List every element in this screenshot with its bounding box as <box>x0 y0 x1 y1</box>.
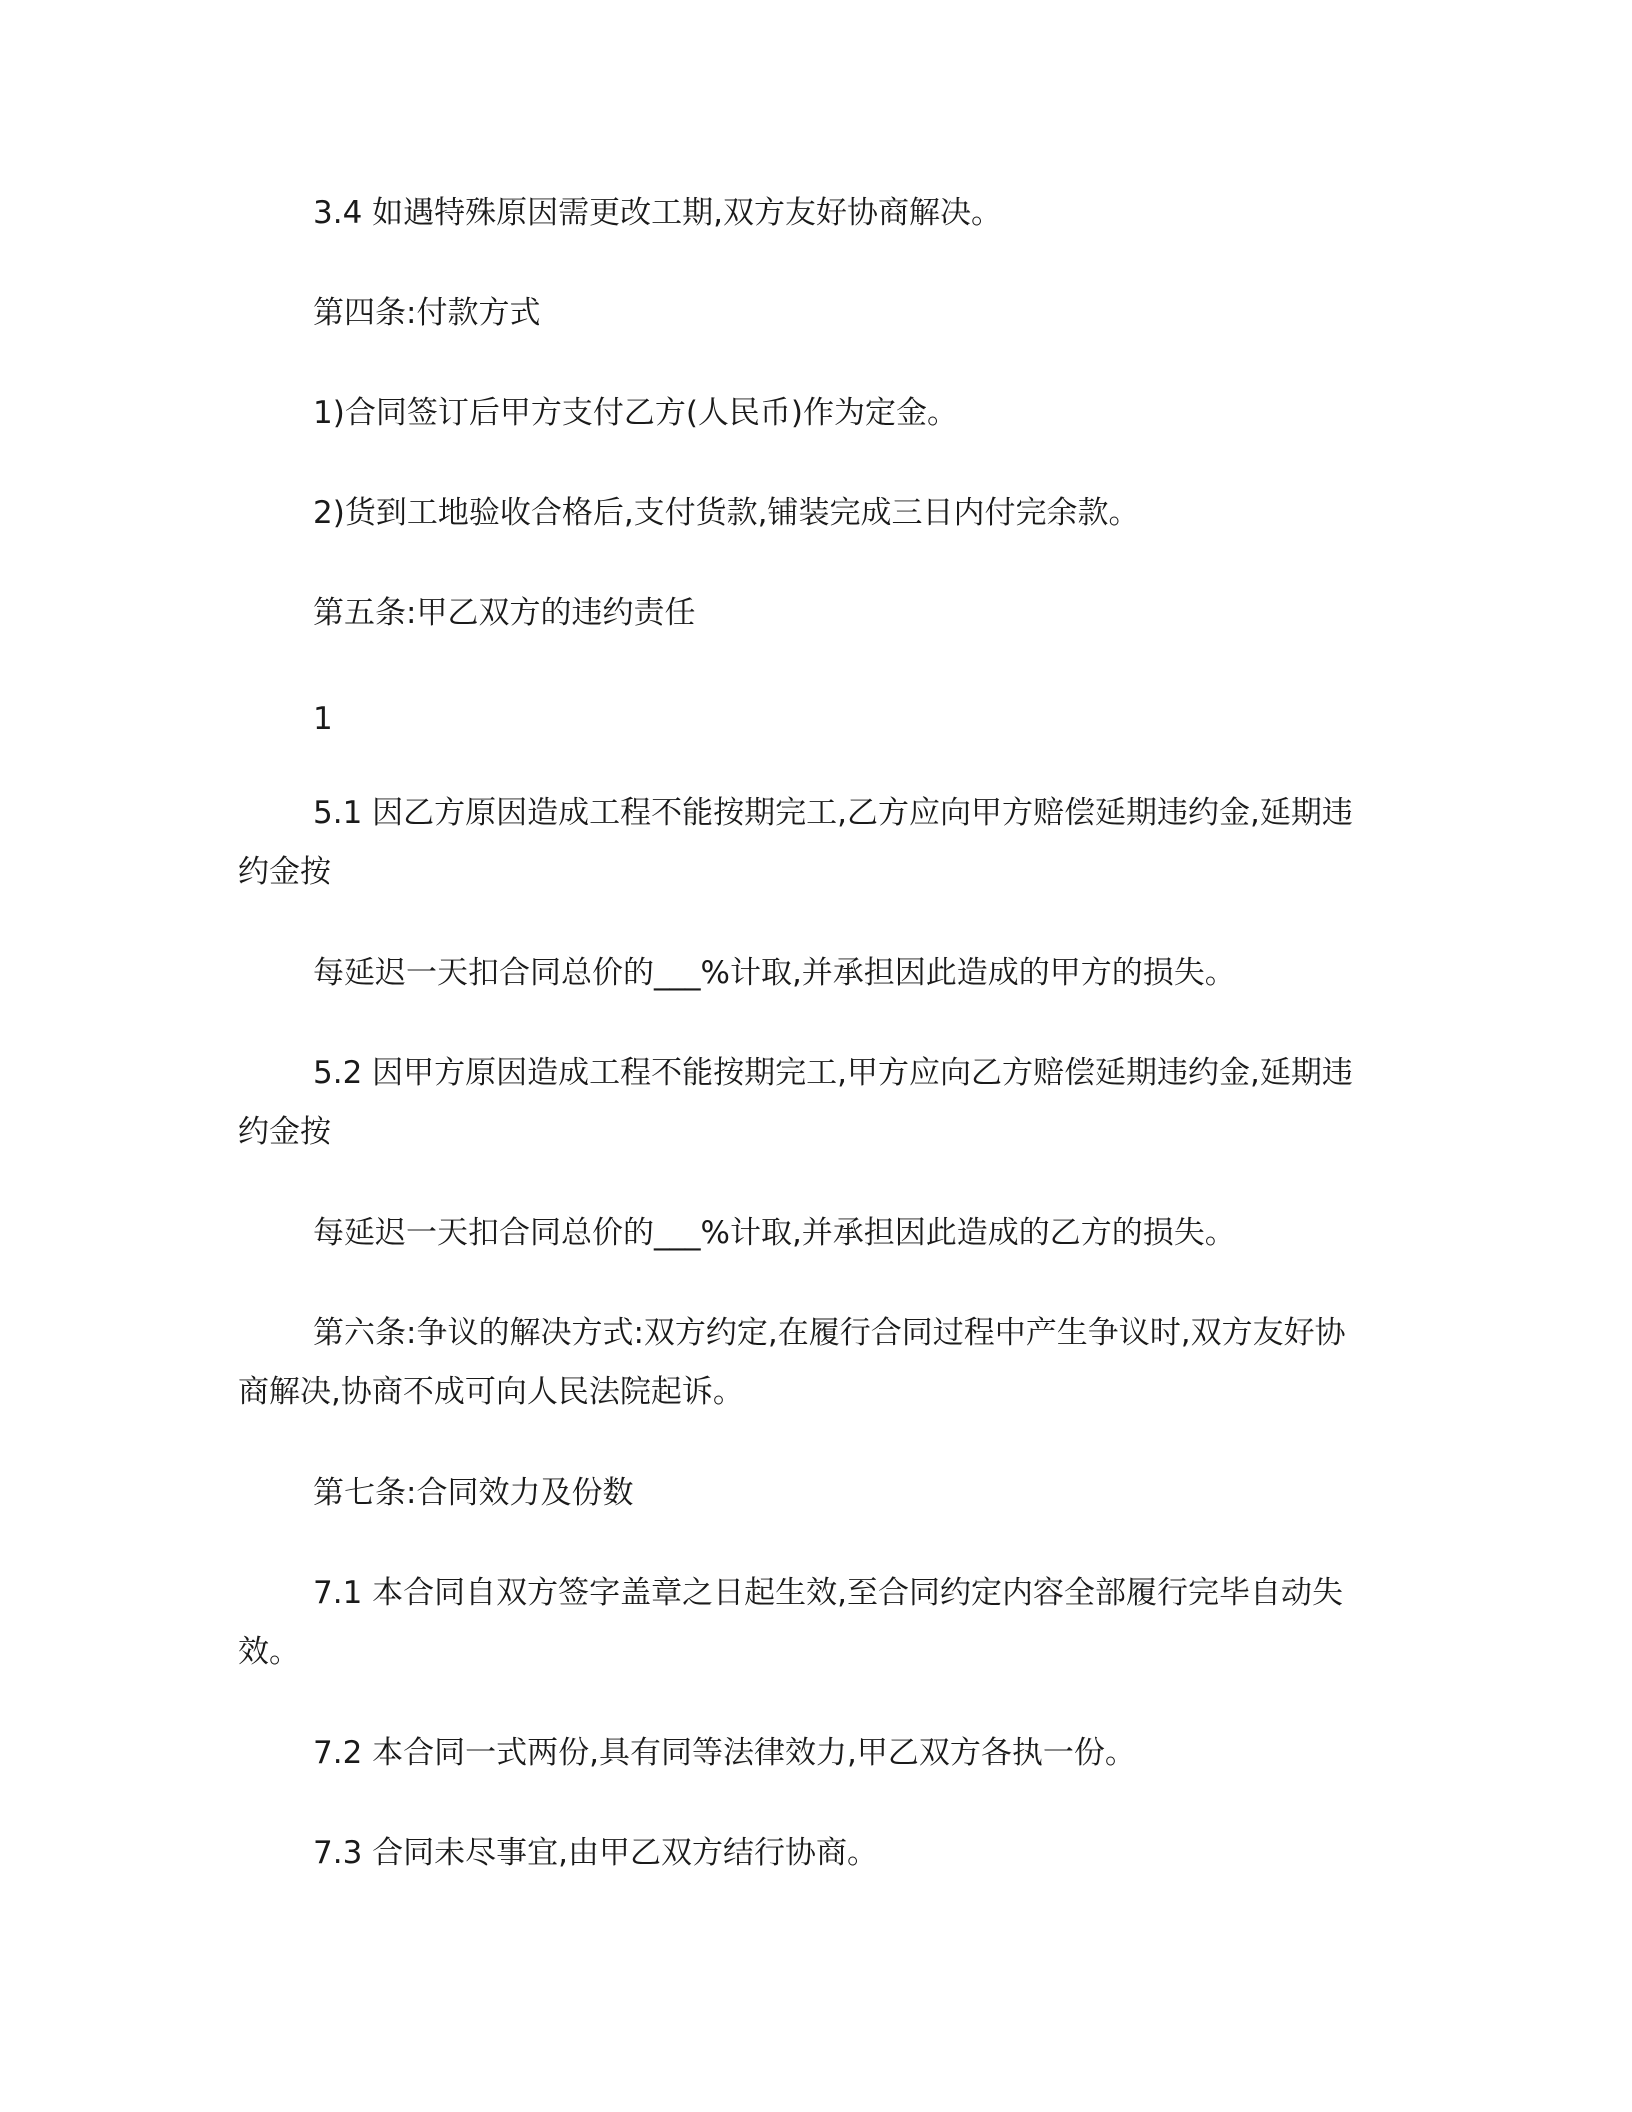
article-7-heading: 第七条:合同效力及份数 <box>313 1475 634 1511</box>
clause-5-1-continuation: 每延迟一天扣合同总价的___%计取,并承担因此造成的甲方的损失。 <box>313 955 1236 991</box>
clause-7-1-line2: 效。 <box>238 1634 300 1670</box>
article-5-heading: 第五条:甲乙双方的违约责任 <box>313 595 696 631</box>
clause-5-2-continuation: 每延迟一天扣合同总价的___%计取,并承担因此造成的乙方的损失。 <box>313 1215 1236 1251</box>
clause-3-4: 3.4 如遇特殊原因需更改工期,双方友好协商解决。 <box>313 195 1003 231</box>
clause-7-2: 7.2 本合同一式两份,具有同等法律效力,甲乙双方各执一份。 <box>313 1735 1136 1771</box>
clause-7-3: 7.3 合同未尽事宜,由甲乙双方结行协商。 <box>313 1835 879 1871</box>
article-6-line1: 第六条:争议的解决方式:双方约定,在履行合同过程中产生争议时,双方友好协 <box>313 1315 1346 1351</box>
clause-5-1-line2: 约金按 <box>238 854 331 890</box>
article-6-line2: 商解决,协商不成可向人民法院起诉。 <box>238 1374 744 1410</box>
clause-5-2-line1: 5.2 因甲方原因造成工程不能按期完工,甲方应向乙方赔偿延期违约金,延期违 <box>313 1055 1353 1091</box>
payment-item-1: 1)合同签订后甲方支付乙方(人民币)作为定金。 <box>313 395 959 431</box>
list-number: 1 <box>313 701 333 737</box>
payment-item-2: 2)货到工地验收合格后,支付货款,铺装完成三日内付完余款。 <box>313 495 1140 531</box>
clause-7-1-line1: 7.1 本合同自双方签字盖章之日起生效,至合同约定内容全部履行完毕自动失 <box>313 1575 1344 1611</box>
clause-5-1-line1: 5.1 因乙方原因造成工程不能按期完工,乙方应向甲方赔偿延期违约金,延期违 <box>313 795 1353 831</box>
clause-5-2-line2: 约金按 <box>238 1114 331 1150</box>
article-4-heading: 第四条:付款方式 <box>313 295 541 331</box>
